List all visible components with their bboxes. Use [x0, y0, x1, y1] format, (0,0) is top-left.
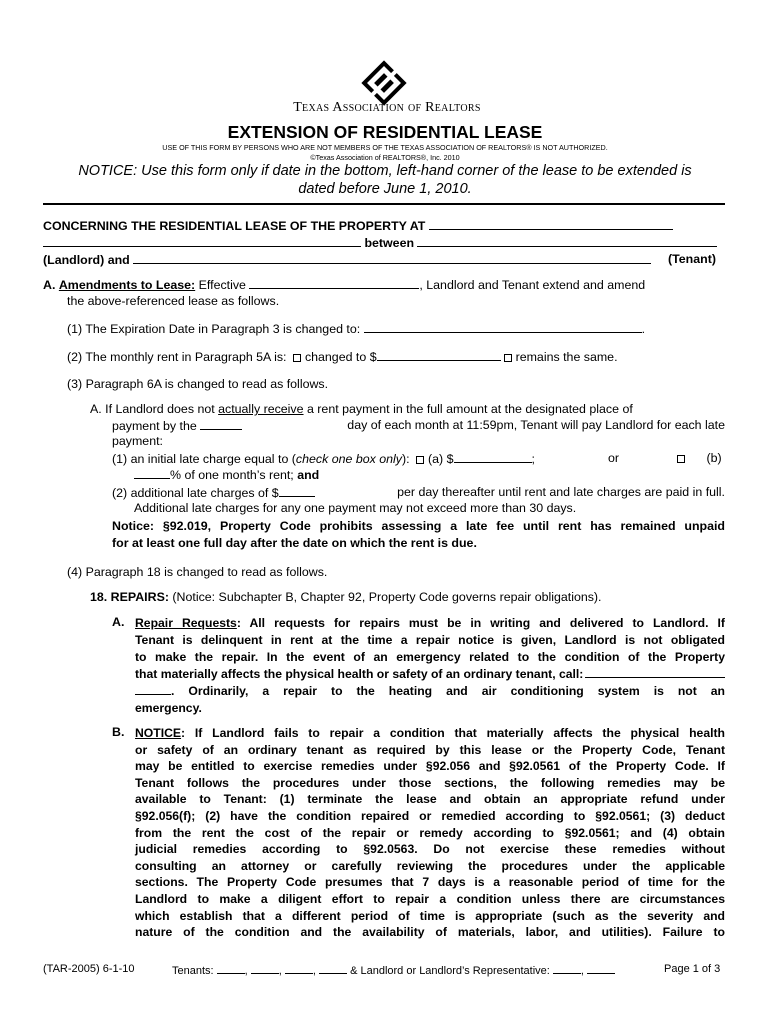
section-a-line-1 — [43, 277, 645, 292]
late-amount-field[interactable] — [454, 451, 532, 463]
repair-a-line-1 — [135, 615, 725, 632]
late-a-line-2 — [112, 418, 725, 433]
landlord-label: (Landlord) and — [43, 253, 130, 267]
late-a2-post: day of each month at 11:59pm, Tenant will pay Landlord for each late — [347, 418, 725, 432]
remains-label: remains the same. — [515, 350, 618, 364]
property-address-field[interactable] — [429, 218, 673, 230]
item-2 — [67, 349, 618, 364]
repair-b-block — [135, 725, 725, 941]
late-charge-1-pct — [134, 467, 319, 482]
landlord-tenant-line — [43, 252, 651, 267]
changed-label: changed to $ — [304, 350, 377, 364]
repair-b-line-2: may be entitled to exercise remedies under §92.056 and §92.0561 of the Property Code. If — [135, 759, 725, 774]
landlord-rep-label: & Landlord or Landlord’s Representative: — [350, 965, 550, 977]
repair-b-line-0 — [135, 725, 725, 742]
due-day-field[interactable] — [200, 418, 242, 430]
item-1: (1) The Expiration Date in Paragraph 3 is changed to: . — [67, 322, 646, 336]
section-a-heading: Amendments to Lease: — [58, 278, 196, 292]
late-notice-2: for at least one full day after the date on which the rent is due. — [112, 536, 477, 550]
repair-a-text-5: . Ordinarily, a repair to the heating and air conditioning system is not an — [171, 684, 725, 698]
repairs-line — [90, 590, 602, 604]
tenant-initials-1[interactable] — [217, 963, 245, 974]
concerning-label: CONCERNING THE RESIDENTIAL LEASE OF THE PROPERTY AT — [43, 219, 426, 233]
repair-a-text-4: that materially affects the physical health or safety of an ordinary tenant, call: — [135, 667, 584, 681]
repair-a-heading: Repair Requests — [135, 616, 237, 630]
tenant-initials-4[interactable] — [319, 963, 347, 974]
late-charge-2 — [112, 485, 725, 500]
copyright: ©Texas Association of REALTORS®, Inc. 2010 — [310, 153, 460, 162]
repair-a-line-5 — [135, 683, 725, 700]
repair-a-line-2: Tenant is delinquent in rent at the time a repair notice is given, Landlord is not obligated — [135, 633, 725, 647]
repair-a-line-6: emergency. — [135, 701, 202, 715]
option-a-checkbox[interactable] — [416, 456, 424, 464]
repair-a-text-1: : All requests for repairs must be in writing and delivered to Landlord. If — [236, 616, 725, 630]
new-rent-field[interactable] — [377, 349, 501, 361]
and-label: and — [297, 468, 320, 482]
use-notice: USE OF THIS FORM BY PERSONS WHO ARE NOT MEMBERS OF THE TEXAS ASSOCIATION OF REALTORS® IS NOT AUTHORIZED. — [162, 143, 608, 152]
item-1-text: (1) The Expiration Date in Paragraph 3 is changed to: — [67, 322, 361, 336]
extend-text: , Landlord and Tenant extend and amend — [419, 278, 646, 292]
late-a2-start — [112, 418, 242, 433]
emergency-phone-field-2[interactable] — [135, 683, 171, 695]
option-a-label: (a) $ — [428, 452, 454, 466]
repair-b-letter: B. — [112, 725, 125, 739]
repair-b-line-3: Tenant follows the procedures under those sections, the following remedies may be — [135, 775, 725, 790]
emergency-phone-field[interactable] — [585, 666, 725, 678]
tenant-name-field-2[interactable] — [133, 252, 651, 264]
notice-line-1: NOTICE: Use this form only if date in the bottom, left-hand corner of the lease to be extended is — [78, 163, 692, 179]
late-2-start — [112, 485, 315, 500]
late-percent-field[interactable] — [134, 467, 170, 479]
landlord-name-field[interactable] — [43, 235, 361, 247]
repair-a-line-4 — [135, 666, 725, 683]
repair-b-line-7: judicial remedies according to §92.0563. Do not exercise these remedies without — [135, 842, 725, 857]
repair-b-line-12: nature of the condition and the availability of materials, labor, and utilities). Failure to — [135, 925, 725, 940]
page-number: Page 1 of 3 — [664, 963, 721, 975]
tenant-name-field-1[interactable] — [417, 235, 717, 247]
repair-a-block — [135, 615, 725, 717]
repair-a-letter: A. — [112, 615, 125, 629]
option-b — [674, 451, 722, 465]
late-a-pre: A. If Landlord does not — [90, 402, 219, 416]
remains-checkbox[interactable] — [504, 354, 512, 362]
effective-label: Effective — [198, 278, 246, 292]
repair-b-line-9: sections. The Property Code presumes that 7 days is a reasonable period of time for the — [135, 875, 725, 890]
percent-label: % of one month’s rent; — [170, 468, 294, 482]
late-a-line-3: payment: — [112, 434, 163, 448]
repair-b-line-6: from the rent the cost of the repair or remedy according to §92.0561; and (4) obtain — [135, 825, 725, 840]
repair-a-line-3: to make the repair. In the event of an emergency related to the condition of the Property — [135, 650, 725, 664]
late-a-line-1 — [90, 402, 725, 416]
repairs-heading: 18. REPAIRS: — [90, 590, 169, 604]
org-name: Texas Association of Realtors — [293, 100, 481, 115]
repair-b-line-11: which establish that a different period of time is appropriate (such as the severity and — [135, 908, 725, 923]
tenant-label: (Tenant) — [668, 252, 716, 266]
landlord-initials-2[interactable] — [587, 963, 615, 974]
option-b-checkbox[interactable] — [677, 455, 685, 463]
tenant-initials-3[interactable] — [285, 963, 313, 974]
between-line — [43, 235, 717, 250]
section-a-letter: A. — [43, 278, 56, 292]
repairs-note: (Notice: Subchapter B, Chapter 92, Property Code governs repair obligations). — [172, 590, 602, 604]
item-4: (4) Paragraph 18 is changed to read as follows. — [67, 565, 328, 579]
late-1-italic: check one box only — [295, 452, 402, 466]
repair-b-line-1: or safety of an ordinary tenant as required by this lease or the Property Code, Tenant — [135, 742, 725, 757]
option-b-label: (b) — [706, 451, 722, 465]
item-3: (3) Paragraph 6A is changed to read as follows. — [67, 377, 329, 391]
initials-line: Tenants: , , , & Landlord or Landlord’s Representative: , — [172, 963, 615, 977]
repair-b-text-0: : If Landlord fails to repair a condition that materially affects the physical health — [181, 726, 725, 740]
late-2-pre: (2) additional late charges of $ — [112, 486, 279, 500]
changed-checkbox[interactable] — [293, 354, 301, 362]
late-1-pre: (1) an initial late charge equal to ( — [112, 452, 296, 466]
late-charge-2-line2: Additional late charges for any one payment may not exceed more than 30 days. — [134, 501, 577, 515]
repair-b-line-10: Landlord to make a diligent effort to repair a condition unless there are circumstances — [135, 891, 725, 906]
landlord-initials-1[interactable] — [553, 963, 581, 974]
page-title: EXTENSION OF RESIDENTIAL LEASE — [227, 122, 543, 142]
expiration-date-field[interactable] — [364, 321, 642, 333]
form-id: (TAR-2005) 6-1-10 — [43, 963, 135, 975]
or-label: or — [608, 451, 620, 465]
daily-late-field[interactable] — [279, 485, 315, 497]
late-1-post: ): — [401, 452, 410, 466]
repair-b-line-8: consulting an attorney or carefully reviewing the procedures under the applicable — [135, 858, 725, 873]
repair-b-heading: NOTICE — [135, 726, 182, 740]
between-label: between — [364, 236, 415, 250]
tenants-label: Tenants: — [172, 965, 214, 977]
notice-line-2: dated before June 1, 2010. — [298, 181, 472, 197]
item-2-text: (2) The monthly rent in Paragraph 5A is: — [67, 350, 287, 364]
late-a-underlined: actually receive — [218, 402, 304, 416]
late-a2-pre: payment by the — [112, 419, 197, 433]
late-notice-1: Notice: §92.019, Property Code prohibits assessing a late fee until rent has remained unpaid — [112, 519, 725, 533]
property-line — [43, 218, 673, 233]
late-a-post: a rent payment in the full amount at the designated place of — [303, 402, 633, 416]
late-2-post: per day thereafter until rent and late charges are paid in full. — [397, 485, 725, 499]
late-charge-1: (1) an initial late charge equal to (check one box only): (a) $ ; — [112, 452, 535, 466]
effective-date-field[interactable] — [249, 277, 419, 289]
repair-b-line-4: available to Tenant: (1) terminate the lease and obtain an appropriate refund under — [135, 792, 725, 807]
repair-b-line-5: §92.056(f); (2) have the condition repaired or remedied according to §92.0561; (3) deduct — [135, 808, 725, 823]
tenant-initials-2[interactable] — [251, 963, 279, 974]
section-a-line-2: the above-referenced lease as follows. — [67, 294, 280, 308]
divider — [43, 203, 725, 205]
